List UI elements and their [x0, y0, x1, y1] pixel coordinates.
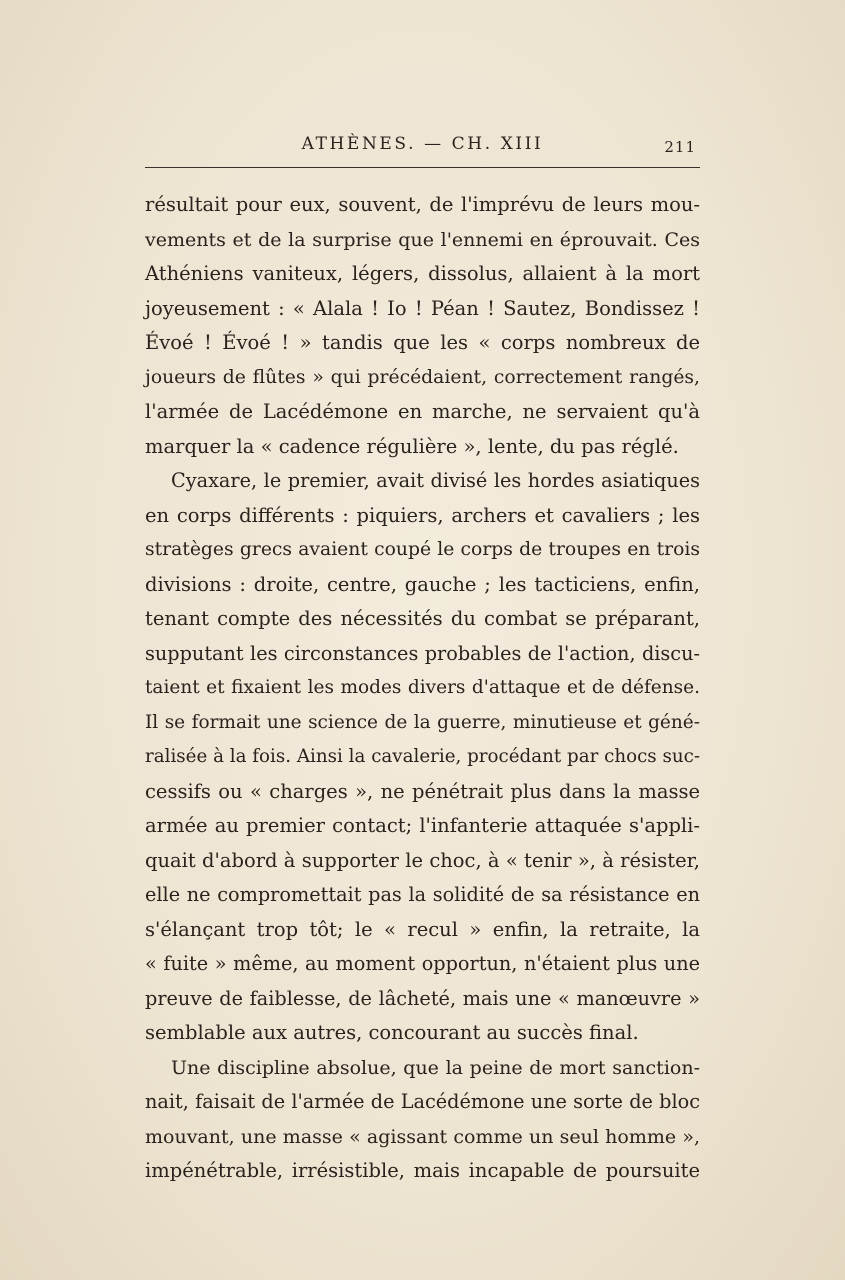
- body-text: [145, 188, 700, 1189]
- text-line: preuve de faiblesse, de lâcheté, mais une « manœuvre »: [145, 986, 700, 1010]
- text-line: mouvant, une masse « agissant comme un seul homme »,: [145, 1125, 700, 1148]
- running-title: ATHÈNES. — CH. XIII: [301, 134, 544, 154]
- text-line: semblable aux autres, concourant au succès final.: [145, 1021, 639, 1044]
- text-line: ralisée à la fois. Ainsi la cavalerie, procédant par chocs suc-: [145, 746, 700, 767]
- text-line: elle ne compromettait pas la solidité de sa résistance en: [145, 883, 700, 906]
- text-line: Athéniens vaniteux, légers, dissolus, allaient à la mort: [145, 262, 700, 285]
- text-line: Cyaxare, le premier, avait divisé les hordes asiatiques: [171, 469, 700, 492]
- text-line: divisions : droite, centre, gauche ; les tacticiens, enfin,: [145, 572, 700, 596]
- text-line: cessifs ou « charges », ne pénétrait plus dans la masse: [145, 779, 700, 803]
- text-line: Évoé ! Évoé ! » tandis que les « corps nombreux de: [145, 331, 700, 354]
- text-line: marquer la « cadence régulière », lente, du pas réglé.: [145, 434, 679, 458]
- header-rule: [145, 167, 700, 168]
- text-line: joyeusement : « Alala ! Io ! Péan ! Sautez, Bondissez !: [145, 296, 700, 320]
- text-line: s'élançant trop tôt; le « recul » enfin, la retraite, la: [145, 917, 700, 941]
- text-line: tenant compte des nécessités du combat se préparant,: [145, 607, 700, 630]
- text-line: impénétrable, irrésistible, mais incapable de poursuite: [145, 1159, 700, 1182]
- text-line: Il se formait une science de la guerre, minutieuse et géné-: [145, 711, 700, 733]
- text-line: taient et fixaient les modes divers d'attaque et de défense.: [145, 677, 700, 698]
- page-number: 211: [664, 138, 696, 156]
- text-line: Une discipline absolue, que la peine de mort sanction-: [171, 1056, 700, 1079]
- text-line: « fuite » même, au moment opportun, n'étaient plus une: [145, 952, 700, 975]
- text-line: supputant les circonstances probables de l'action, discu-: [145, 641, 700, 665]
- text-line: stratèges grecs avaient coupé le corps de troupes en trois: [145, 539, 700, 560]
- text-line: armée au premier contact; l'infanterie attaquée s'appli-: [145, 814, 700, 837]
- text-line: nait, faisait de l'armée de Lacédémone une sorte de bloc: [145, 1090, 700, 1113]
- text-line: joueurs de flûtes » qui précédaient, correctement rangés,: [145, 366, 700, 388]
- text-line: vements et de la surprise que l'ennemi en éprouvait. Ces: [145, 228, 700, 251]
- text-line: quait d'abord à supporter le choc, à « tenir », à résister,: [145, 848, 700, 872]
- running-head: [145, 130, 700, 160]
- text-line: l'armée de Lacédémone en marche, ne servaient qu'à: [145, 400, 700, 423]
- text-line: en corps différents : piquiers, archers et cavaliers ; les: [145, 503, 700, 527]
- text-line: résultait pour eux, souvent, de l'imprévu de leurs mou-: [145, 193, 700, 216]
